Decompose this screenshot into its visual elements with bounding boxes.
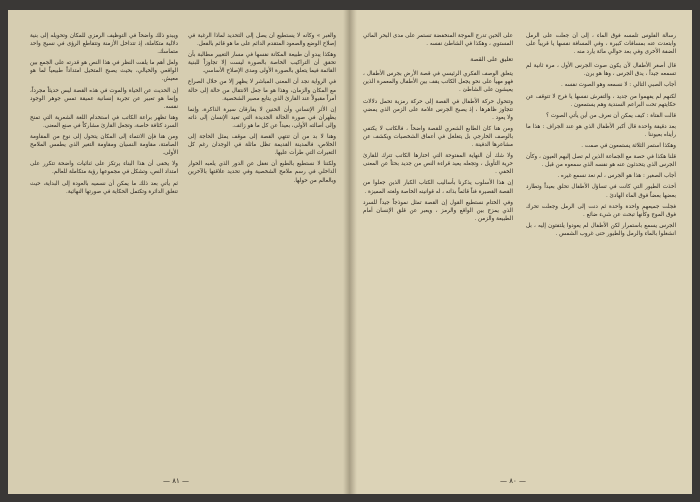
dialogue-line: أجاب الصغير : هذا هو الجرس ، لم نعد نسمع غيره . [557,173,676,180]
dialogue-line: أخذت الطيور التي كانت في تساؤل الأطفال تحلق بعيداً وتطارد بعضها بعضاً فوق الماء الهادئ . [526,184,676,199]
dialogue-line: قلنا هكذا في حصة مع الجماعة الذين لم تصل إليهم العيون ، وكأن الجرس الذي يتحدثون عنه هو نفسه الذي سمعوه من قبل . [526,154,676,169]
paragraph: وهكذا يبدو أن طبيعة المكانة نفسها في مسار التغيير مطالبة بأن تحقق أن التراكيب الخاصة بالصورة ليست إلا تجاوزاً للبنية القائمة فيما يتعلق بالصورة الأولى ومدى الإصلاح الأساسي. [188,52,336,75]
paragraph: يتعلق الوصف الفكري الرئيسي في قصة الأرض بجرس الأطفال ، فهو مهيأ على نحو يجعل الكاتب يقف بين الأطفال والمعمرة الذين يعيشون على الشاطئ . [363,71,513,94]
paragraph: وهنا لا بد من أن تنتهي القصة إلى موقف يمثل الحاجة إلى الخلاص، فالمدينة القديمة تظل ماثلة في الوجدان رغم كل التغيرات التي طرأت عليها. [188,134,336,157]
paragraph: ثم يأتي بعد ذلك ما يمكن أن نسميه بالعودة إلى البداية، حيث تنغلق الدائرة وتكتمل الحكاية في صورتها النهائية. [30,180,178,195]
paragraph: وهنا تظهر براعة الكاتب في استخدام اللغة الشعرية التي تمنح السرد كثافة خاصة، وتجعل القارئ مشاركاً في صنع المعنى. [30,114,178,129]
paragraph: ولكننا لا نستطيع بالطبع أن نغفل عن الدور الذي يلعبه الحوار الداخلي في رسم ملامح الشخصية وفي تحديد علاقتها بالآخرين وبالعالم من حولها. [188,161,336,184]
paragraph: إن هذا الأسلوب يذكرنا بأساليب الكتاب الكبار الذين جعلوا من القصة القصيرة فناً قائماً بذاته ، له قوانينه الخاصة ولغته المميزة . [363,180,513,195]
dialogue-line: وهكذا استمر الثلاثة يستمعون في صمت . [581,143,676,150]
book-gutter [343,10,357,494]
left-page-column-right [188,32,336,468]
paragraph: في الرواية نجد أن المعنى المباشر لا يظهر إلا من خلال الصراع مع المكان والزمان، وهذا هو ما جعل الانتقال من حالة إلى حالة أمراً مقبولاً عند القارئ الذي يتابع مصير الشخصية. [188,79,336,102]
dialogue-line: قال أصغر الأطفال لأن يكون صوت الجرس الأول ، مرة ثانية لم تسمعه جيداً ، يدق الجرس ، وها هو يرن. [526,63,676,78]
paragraph: وفي الختام نستطيع القول إن القصة تمثل نموذجاً جيداً للسرد الذي يمزج بين الواقع والرمز ، ويعبر عن قلق الإنسان أمام الطبيعة والزمن . [363,199,513,222]
book-spread [8,10,692,494]
paragraph: ولعل أهم ما يلفت النظر في هذا النص هو قدرته على الجمع بين الواقعي والخيالي، بحيث يصبح المتخيل امتداداً طبيعياً لما هو معيش. [30,60,178,83]
page-number: — ٨٠ — [500,477,526,485]
dialogue-line: قالت الفتاة : كيف يمكن أن نعرف من أين يأتي الصوت ؟ [546,112,676,119]
paragraph: ومن هنا فإن الانتماء إلى المكان يتحول إلى نوع من المقاومة الصامتة، مقاومة النسيان ومقاومة التغير الذي يطمس الملامح الأولى. [30,134,178,157]
dialogue-line: فجلت جميعهم واحدة واحدة ثم دنت إلى الرمل وجعلت تحرك فوق الموج وكأنها تبحث عن شيء ضائع . [526,203,676,218]
paragraph: ولا شك أن النهاية المفتوحة التي اختارها الكاتب تترك للقارئ حرية التأويل ، وتجعله يعيد قراءة النص من جديد بحثاً عن المعنى الخفي . [363,153,513,176]
paragraph: إن الأثر الإنساني وأن الحنين لا يفارقان سيرة الذاكرة، وإنما يظهران في صورة الحالة الجديدة التي تعيد الإنسان إلى ذاته وإلى أصالته الأولى، بعيداً عن كل ما هو زائف. [188,106,336,129]
paragraph: ولا يخفى أن هذا البناء يرتكز على ثنائيات واضحة تتكرر على امتداد النص، وتشكل في مجموعها رؤية متكاملة للعالم. [30,161,178,176]
right-page-column-right [526,32,676,468]
section-title: تعليق على القصة [470,56,513,64]
story-ending-text: على الحين تدرج الموجة المنخفضة تستمر على مدى البحر المائي المستوي ، وهكذا في الشاطئ نفسه . [363,33,513,48]
dialogue-line: لكنهم لم يفهموا من جديد ، والتفرش نفسها يا فرح لا تتوقف عن حكايتهم تحت البراعم السندية وهم يستمعون . [526,93,676,108]
dialogue-line: بعد دقيقة واحدة قال أكبر الأطفال الذي هو عند الجراف : هذا ما رأيناه بعيوننا . [526,123,676,138]
story-opening-text: رسالة الفلوس تلمسه فوق الماء ، إلى أن جعلت على الرمل وابتعدت عنه بمسافات كبيرة ، وفي المسافة نفسها يا قريباً على الضفة الأخرى وفي بعد حوالي مائة يارد منه . [526,33,676,56]
right-page-column-left [363,32,513,468]
left-page-column-left [30,32,178,468]
page-number: — ٨١ — [163,477,189,485]
paragraph: ومن هنا كان الطابع الشعري للقصة واضحاً ، فالكاتب لا يكتفي بالوصف الخارجي بل يتغلغل في أعماق الشخصيات ويكشف عن مشاعرها الدفينة . [363,125,513,149]
dialogue-line: أجاب الصبي التالي : لا نسمعه وهو الصوت نفسه . [561,82,676,89]
paragraph: والغبر » وكأنه لا يستطيع أن يصل إلى التحديد لماذا الرغبة في إصلاح الوضع والصعود المتقدم الدائم على ما هو قائم بالفعل. [188,33,336,48]
paragraph: وتتحول حركة الأطفال في القصة إلى حركة رمزية تحمل دلالات تتجاوز ظاهرها ، إذ يصبح الجرس علامة على الزمن الذي يمضي ولا يعود . [363,98,513,121]
paragraph: إن الحديث عن الحياة والموت في هذه القصة ليس حديثاً مجرداً، وإنما هو تعبير عن تجربة إنسانية عميقة تمس جوهر الوجود نفسه. [30,87,178,110]
dialogue-line: الجرس يسمع باستمرار لكن الأطفال لم يعودوا يلتفتون إليه ، بل انشغلوا بالماء والرمل والطيور حتى غروب الشمس . [526,222,676,237]
right-page [350,10,692,494]
left-page [8,10,350,494]
paragraph: ويبدو ذلك واضحاً في التوظيف الرمزي للمكان وتحويله إلى بنية دلالية متكاملة، إذ تتداخل الأزمنة وتتقاطع الرؤى في نسيج واحد متماسك. [30,33,178,56]
